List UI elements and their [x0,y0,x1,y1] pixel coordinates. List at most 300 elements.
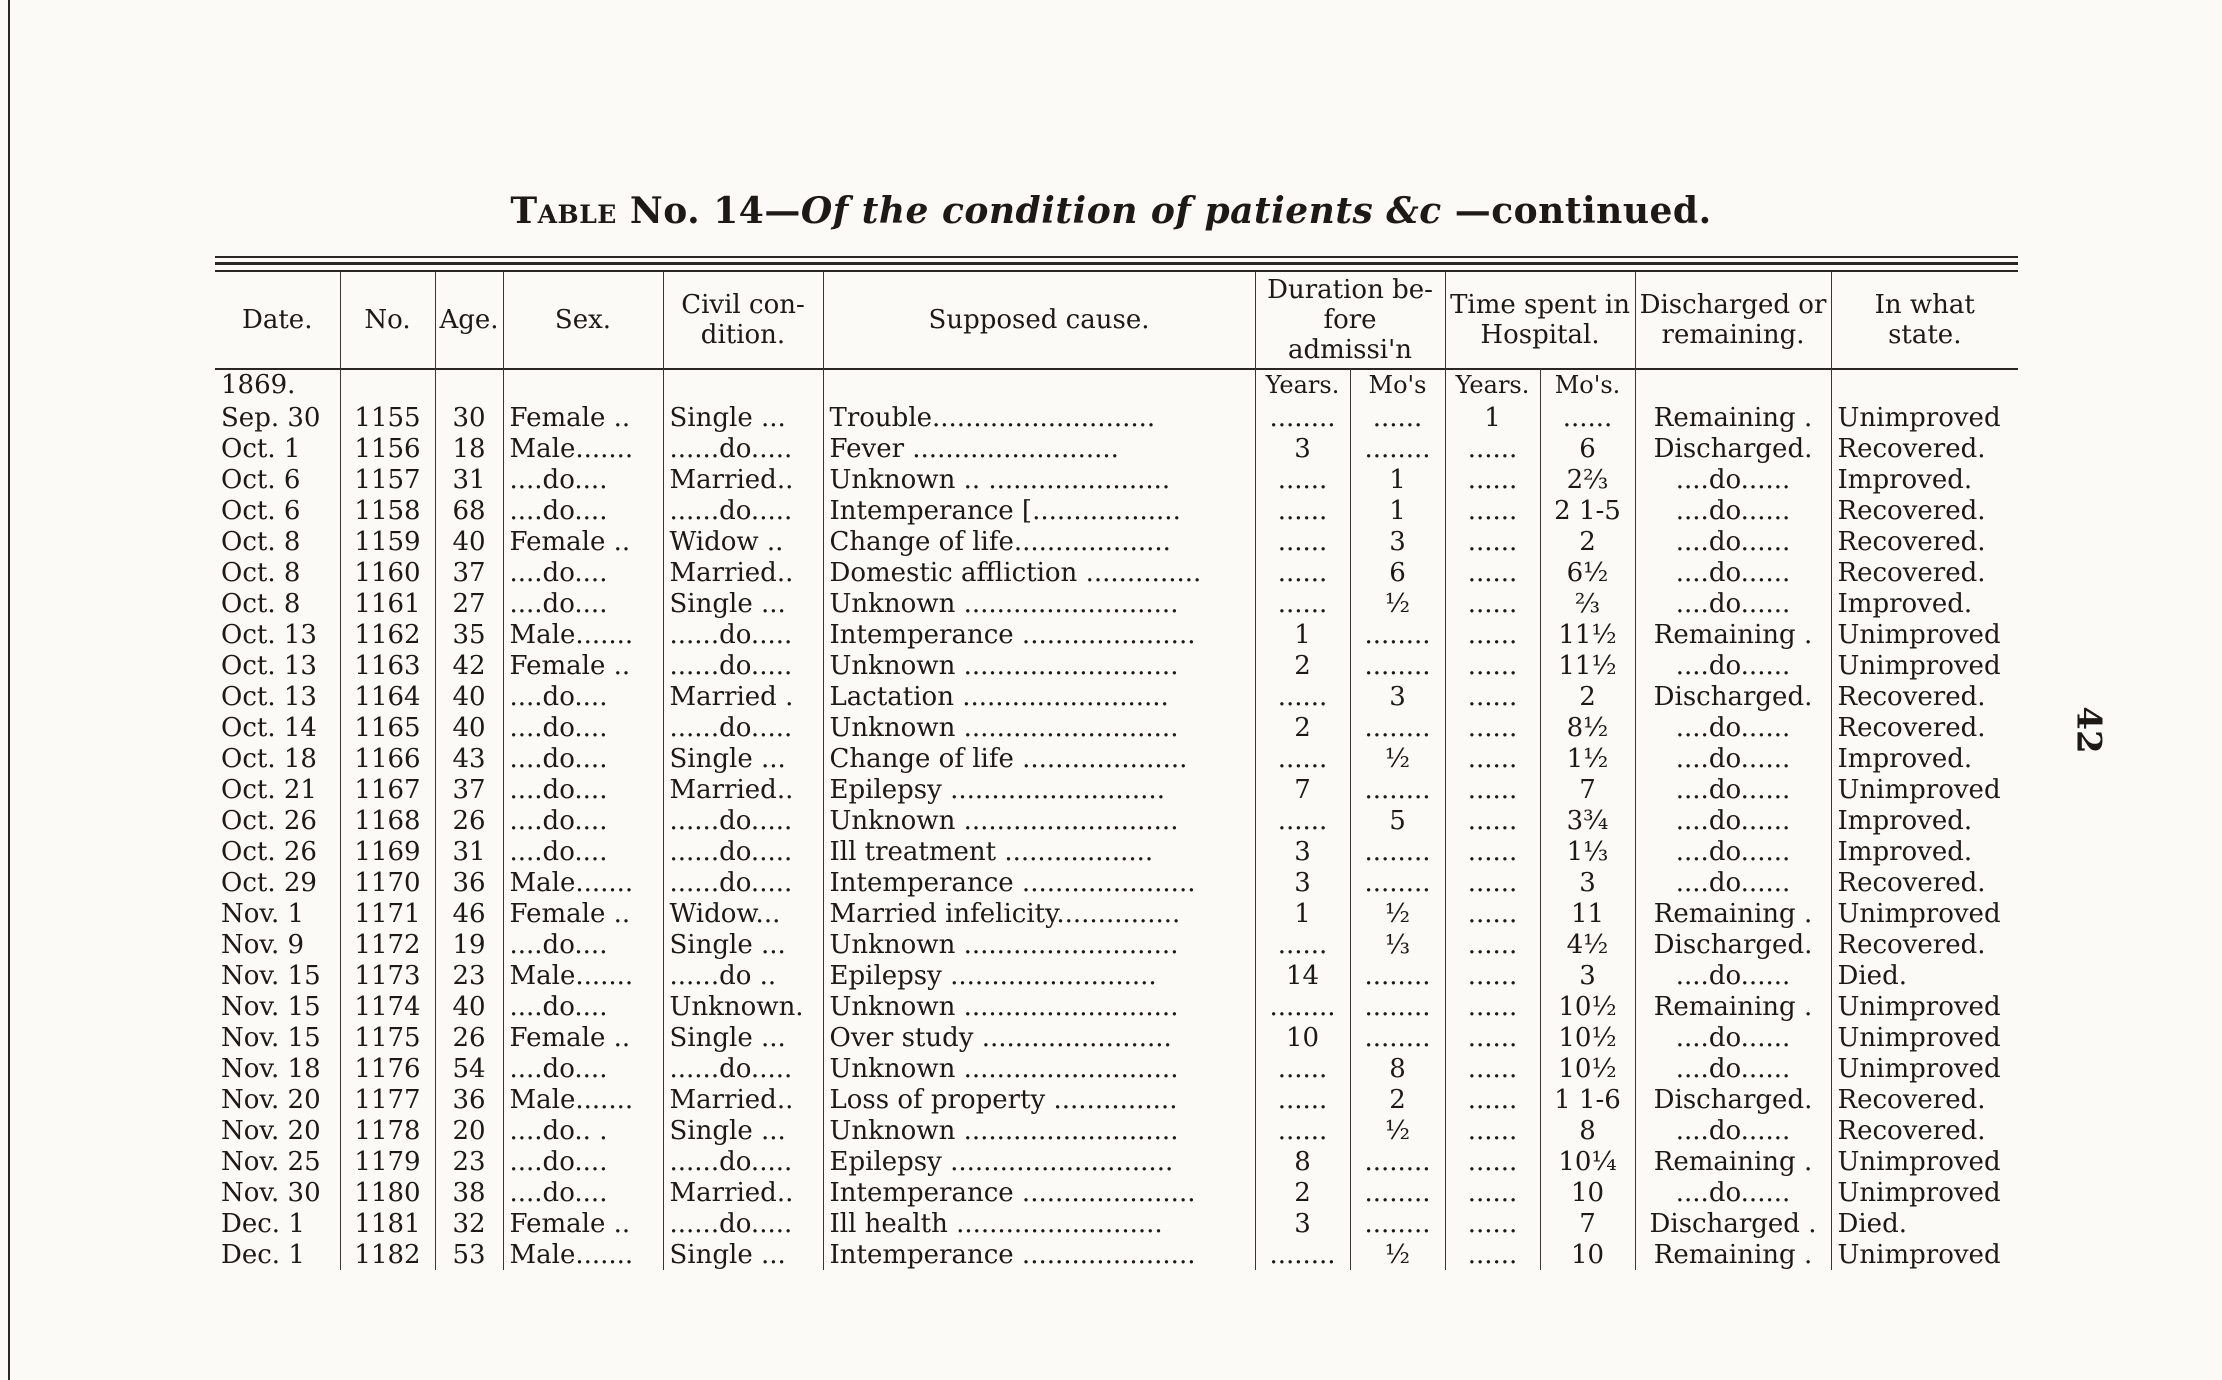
cell-duration-years: 3 [1255,836,1350,867]
cell-hospital-months: 1 1-6 [1540,1084,1635,1115]
cell-date: Oct. 26 [221,805,317,836]
cell-date: Oct. 8 [221,588,301,619]
cell-sex: ....do.... [503,464,663,495]
cell-date: Oct. 14 [221,712,317,743]
cell-discharged: Remaining . [1635,1146,1831,1177]
cell-civil-condition: Single ... [663,929,823,960]
cell-hospital-years: ...... [1445,1053,1540,1084]
cell-sex: Male....... [503,960,663,991]
cell-age: 18 [435,433,503,464]
cell-supposed-cause: Unknown .. ...................... [823,464,1255,495]
cell-no: 1170 [340,867,435,898]
cell-no: 1180 [340,1177,435,1208]
cell-hospital-months: 10½ [1540,1022,1635,1053]
cell-sex: Male....... [503,1239,663,1270]
cell-civil-condition: Single ... [663,588,823,619]
cell-state: Unimproved [1831,774,2018,805]
cell-civil-condition: Widow... [663,898,823,929]
cell-duration-months: ........ [1350,650,1445,681]
cell-hospital-years: ...... [1445,1084,1540,1115]
table-row [215,526,2018,557]
cell-sex: ....do.. . [503,1115,663,1146]
cell-hospital-months: 3 [1540,960,1635,991]
cell-discharged: Discharged. [1635,681,1831,712]
cell-state: Improved. [1831,588,2018,619]
cell-civil-condition: ......do..... [663,867,823,898]
cell-state: Recovered. [1831,526,2018,557]
cell-duration-years: 3 [1255,867,1350,898]
cell-state: Recovered. [1831,433,2018,464]
cell-sex: Female .. [503,1022,663,1053]
cell-duration-months: ½ [1350,898,1445,929]
cell-state: Improved. [1831,743,2018,774]
header-sex: Sex. [503,272,663,368]
cell-supposed-cause: Unknown .......................... [823,1053,1255,1084]
cell-duration-months: ........ [1350,619,1445,650]
table-row [215,650,2018,681]
cell-supposed-cause: Unknown .......................... [823,991,1255,1022]
cell-no: 1163 [340,650,435,681]
table-row [215,712,2018,743]
cell-hospital-months: 6½ [1540,557,1635,588]
cell-date: Oct. 29 [221,867,317,898]
cell-discharged: Discharged. [1635,929,1831,960]
cell-duration-years: ........ [1255,402,1350,433]
cell-hospital-years: 1 [1445,402,1540,433]
cell-duration-years: ...... [1255,495,1350,526]
cell-duration-months: 1 [1350,464,1445,495]
cell-discharged: ....do...... [1635,836,1831,867]
cell-age: 42 [435,650,503,681]
table-row [215,1239,2018,1270]
table-row [215,1208,2018,1239]
cell-no: 1158 [340,495,435,526]
cell-hospital-years: ...... [1445,588,1540,619]
cell-sex: Male....... [503,619,663,650]
cell-hospital-months: 2 1-5 [1540,495,1635,526]
cell-age: 32 [435,1208,503,1239]
table-row [215,743,2018,774]
cell-no: 1155 [340,402,435,433]
cell-discharged: ....do...... [1635,526,1831,557]
cell-hospital-years: ...... [1445,805,1540,836]
cell-date: Oct. 26 [221,836,317,867]
cell-civil-condition: ......do..... [663,1146,823,1177]
cell-no: 1165 [340,712,435,743]
cell-discharged: ....do...... [1635,1177,1831,1208]
table-row [215,1084,2018,1115]
cell-hospital-months: 1⅓ [1540,836,1635,867]
cell-state: Died. [1831,960,2018,991]
page-number: 42 [2068,706,2109,754]
cell-supposed-cause: Change of life................... [823,526,1255,557]
cell-discharged: ....do...... [1635,1053,1831,1084]
cell-civil-condition: Single ... [663,743,823,774]
cell-hospital-years: ...... [1445,433,1540,464]
cell-sex: ....do.... [503,836,663,867]
cell-duration-months: 5 [1350,805,1445,836]
cell-hospital-years: ...... [1445,619,1540,650]
cell-age: 23 [435,960,503,991]
cell-age: 40 [435,991,503,1022]
cell-hospital-years: ...... [1445,1208,1540,1239]
cell-hospital-years: ...... [1445,867,1540,898]
cell-civil-condition: ......do..... [663,712,823,743]
cell-duration-years: 1 [1255,898,1350,929]
cell-civil-condition: Unknown. [663,991,823,1022]
header-age: Age. [435,272,503,368]
table-row [215,1053,2018,1084]
cell-age: 19 [435,929,503,960]
cell-date: Oct. 6 [221,464,301,495]
table-row [215,991,2018,1022]
header-discharged: Discharged or remaining. [1635,272,1831,368]
cell-discharged: Discharged. [1635,1084,1831,1115]
cell-discharged: ....do...... [1635,464,1831,495]
cell-sex: Male....... [503,433,663,464]
cell-age: 68 [435,495,503,526]
cell-hospital-years: ...... [1445,991,1540,1022]
cell-no: 1177 [340,1084,435,1115]
cell-date: Oct. 13 [221,681,317,712]
cell-date: Oct. 6 [221,495,301,526]
cell-hospital-months: 1½ [1540,743,1635,774]
table-row [215,867,2018,898]
header-civil-condition: Civil con-dition. [663,272,823,368]
cell-duration-months: ½ [1350,588,1445,619]
cell-no: 1175 [340,1022,435,1053]
cell-no: 1174 [340,991,435,1022]
cell-duration-years: ...... [1255,557,1350,588]
year-row [215,368,2018,402]
cell-no: 1179 [340,1146,435,1177]
cell-supposed-cause: Ill health ......................... [823,1208,1255,1239]
cell-no: 1166 [340,743,435,774]
cell-duration-months: ........ [1350,433,1445,464]
patients-table [215,272,2018,1270]
cell-hospital-years: ...... [1445,1022,1540,1053]
cell-date: Nov. 20 [221,1115,321,1146]
cell-age: 20 [435,1115,503,1146]
cell-hospital-months: 2⅔ [1540,464,1635,495]
cell-duration-years: 7 [1255,774,1350,805]
cell-hospital-months: 8 [1540,1115,1635,1146]
cell-discharged: ....do...... [1635,743,1831,774]
cell-date: Nov. 25 [221,1146,321,1177]
cell-no: 1181 [340,1208,435,1239]
cell-sex: ....do.... [503,712,663,743]
cell-hospital-months: 10 [1540,1239,1635,1270]
cell-no: 1182 [340,1239,435,1270]
cell-hospital-years: ...... [1445,526,1540,557]
cell-discharged: ....do...... [1635,867,1831,898]
top-rule-thick [215,262,2018,265]
cell-date: Dec. 1 [221,1239,305,1270]
cell-duration-months: ½ [1350,743,1445,774]
cell-hospital-months: 3¾ [1540,805,1635,836]
cell-duration-months: 3 [1350,526,1445,557]
cell-duration-years: ...... [1255,1115,1350,1146]
cell-supposed-cause: Change of life .................... [823,743,1255,774]
cell-sex: ....do.... [503,929,663,960]
cell-discharged: ....do...... [1635,588,1831,619]
cell-state: Recovered. [1831,681,2018,712]
cell-age: 46 [435,898,503,929]
cell-duration-years: ...... [1255,526,1350,557]
subheader-months-duration: Mo's [1350,368,1445,402]
cell-hospital-years: ...... [1445,650,1540,681]
header-duration: Duration be-fore admissi'n [1255,272,1445,368]
cell-state: Died. [1831,1208,2018,1239]
cell-age: 31 [435,836,503,867]
cell-state: Recovered. [1831,495,2018,526]
cell-state: Unimproved [1831,402,2018,433]
cell-duration-years: ........ [1255,1239,1350,1270]
cell-duration-years: ...... [1255,805,1350,836]
cell-age: 43 [435,743,503,774]
cell-supposed-cause: Unknown .......................... [823,929,1255,960]
cell-duration-years: 10 [1255,1022,1350,1053]
cell-duration-months: 1 [1350,495,1445,526]
cell-hospital-years: ...... [1445,960,1540,991]
cell-duration-years: ...... [1255,588,1350,619]
cell-hospital-years: ...... [1445,681,1540,712]
cell-age: 26 [435,805,503,836]
cell-hospital-months: 7 [1540,1208,1635,1239]
cell-sex: ....do.... [503,681,663,712]
cell-no: 1173 [340,960,435,991]
cell-age: 40 [435,526,503,557]
cell-civil-condition: Married.. [663,1177,823,1208]
table-row [215,836,2018,867]
cell-age: 40 [435,712,503,743]
cell-age: 31 [435,464,503,495]
cell-duration-years: 2 [1255,1177,1350,1208]
cell-date: Nov. 1 [221,898,305,929]
cell-duration-years: 3 [1255,433,1350,464]
table-row [215,929,2018,960]
cell-date: Oct. 18 [221,743,317,774]
cell-discharged: Remaining . [1635,402,1831,433]
cell-hospital-years: ...... [1445,774,1540,805]
cell-date: Nov. 20 [221,1084,321,1115]
cell-date: Oct. 13 [221,619,317,650]
cell-duration-months: ........ [1350,960,1445,991]
cell-sex: Female .. [503,898,663,929]
cell-supposed-cause: Unknown .......................... [823,712,1255,743]
cell-hospital-years: ...... [1445,1146,1540,1177]
title-lead: Table [510,190,617,232]
cell-age: 30 [435,402,503,433]
cell-state: Recovered. [1831,867,2018,898]
year-label: 1869. [221,370,296,400]
cell-state: Unimproved [1831,650,2018,681]
cell-supposed-cause: Unknown .......................... [823,588,1255,619]
cell-civil-condition: ......do .. [663,960,823,991]
cell-duration-months: ........ [1350,836,1445,867]
cell-civil-condition: Married.. [663,557,823,588]
cell-duration-years: ........ [1255,991,1350,1022]
cell-duration-months: ........ [1350,712,1445,743]
cell-hospital-months: 8½ [1540,712,1635,743]
cell-sex: ....do.... [503,495,663,526]
cell-supposed-cause: Fever ......................... [823,433,1255,464]
cell-hospital-years: ...... [1445,1239,1540,1270]
cell-hospital-months: 2 [1540,681,1635,712]
cell-date: Nov. 15 [221,960,321,991]
cell-supposed-cause: Over study ....................... [823,1022,1255,1053]
cell-date: Nov. 15 [221,991,321,1022]
cell-discharged: ....do...... [1635,495,1831,526]
cell-civil-condition: ......do..... [663,433,823,464]
cell-date: Sep. 30 [221,402,321,433]
cell-hospital-years: ...... [1445,929,1540,960]
cell-hospital-years: ...... [1445,495,1540,526]
cell-duration-months: ½ [1350,1239,1445,1270]
cell-state: Recovered. [1831,929,2018,960]
cell-age: 36 [435,867,503,898]
cell-date: Nov. 9 [221,929,305,960]
cell-duration-years: ...... [1255,1084,1350,1115]
cell-discharged: ....do...... [1635,1115,1831,1146]
cell-civil-condition: Single ... [663,1022,823,1053]
cell-state: Improved. [1831,836,2018,867]
cell-discharged: ....do...... [1635,774,1831,805]
cell-date: Nov. 18 [221,1053,321,1084]
header-time-spent: Time spent in Hospital. [1445,272,1635,368]
cell-age: 35 [435,619,503,650]
cell-sex: ....do.... [503,588,663,619]
cell-duration-months: 8 [1350,1053,1445,1084]
header-supposed-cause: Supposed cause. [823,272,1255,368]
cell-supposed-cause: Unknown .......................... [823,1115,1255,1146]
cell-discharged: ....do...... [1635,1022,1831,1053]
cell-discharged: ....do...... [1635,650,1831,681]
cell-duration-months: 6 [1350,557,1445,588]
cell-hospital-years: ...... [1445,743,1540,774]
cell-no: 1156 [340,433,435,464]
cell-civil-condition: ......do..... [663,650,823,681]
cell-duration-years: ...... [1255,929,1350,960]
cell-state: Unimproved [1831,1022,2018,1053]
cell-discharged: Remaining . [1635,898,1831,929]
table-row [215,557,2018,588]
cell-age: 27 [435,588,503,619]
table-row [215,1115,2018,1146]
cell-age: 40 [435,681,503,712]
table-row [215,960,2018,991]
cell-sex: Female .. [503,1208,663,1239]
cell-no: 1162 [340,619,435,650]
cell-hospital-months: 2 [1540,526,1635,557]
cell-hospital-years: ...... [1445,557,1540,588]
cell-duration-months: ........ [1350,1177,1445,1208]
cell-supposed-cause: Domestic affliction .............. [823,557,1255,588]
cell-no: 1164 [340,681,435,712]
table-row [215,774,2018,805]
cell-supposed-cause: Intemperance ..................... [823,1239,1255,1270]
cell-supposed-cause: Lactation ......................... [823,681,1255,712]
cell-sex: Female .. [503,650,663,681]
cell-sex: ....do.... [503,1146,663,1177]
table-row [215,1177,2018,1208]
cell-civil-condition: Single ... [663,402,823,433]
cell-civil-condition: ......do..... [663,836,823,867]
table-row [215,402,2018,433]
cell-age: 36 [435,1084,503,1115]
cell-sex: ....do.... [503,1053,663,1084]
cell-civil-condition: ......do..... [663,1208,823,1239]
cell-date: Nov. 30 [221,1177,321,1208]
cell-no: 1172 [340,929,435,960]
cell-no: 1159 [340,526,435,557]
cell-duration-years: 3 [1255,1208,1350,1239]
cell-sex: ....do.... [503,774,663,805]
table-row [215,805,2018,836]
cell-duration-years: ...... [1255,1053,1350,1084]
cell-supposed-cause: Married infelicity............... [823,898,1255,929]
cell-duration-years: ...... [1255,681,1350,712]
cell-date: Oct. 8 [221,557,301,588]
cell-supposed-cause: Epilepsy ........................... [823,1146,1255,1177]
title-italic: Of the condition of patients &c [800,190,1442,232]
table-row [215,619,2018,650]
cell-no: 1160 [340,557,435,588]
cell-hospital-months: 11½ [1540,619,1635,650]
cell-supposed-cause: Intemperance [.................. [823,495,1255,526]
header-date: Date. [242,305,313,335]
cell-hospital-months: 6 [1540,433,1635,464]
cell-hospital-years: ...... [1445,1115,1540,1146]
cell-duration-years: 14 [1255,960,1350,991]
cell-discharged: ....do...... [1635,712,1831,743]
cell-sex: Male....... [503,867,663,898]
cell-hospital-months: 7 [1540,774,1635,805]
cell-sex: ....do.... [503,1177,663,1208]
cell-discharged: ....do...... [1635,557,1831,588]
cell-civil-condition: Widow .. [663,526,823,557]
cell-supposed-cause: Unknown .......................... [823,805,1255,836]
cell-civil-condition: ......do..... [663,619,823,650]
cell-state: Recovered. [1831,1084,2018,1115]
cell-duration-months: ........ [1350,1022,1445,1053]
cell-age: 53 [435,1239,503,1270]
cell-duration-years: 1 [1255,619,1350,650]
cell-duration-months: ........ [1350,1208,1445,1239]
cell-civil-condition: ......do..... [663,1053,823,1084]
cell-duration-years: 2 [1255,712,1350,743]
cell-duration-years: ...... [1255,743,1350,774]
cell-age: 54 [435,1053,503,1084]
cell-supposed-cause: Unknown .......................... [823,650,1255,681]
cell-date: Nov. 15 [221,1022,321,1053]
cell-date: Dec. 1 [221,1208,305,1239]
table-row [215,495,2018,526]
cell-sex: ....do.... [503,557,663,588]
cell-civil-condition: Single ... [663,1115,823,1146]
cell-sex: ....do.... [503,991,663,1022]
cell-supposed-cause: Ill treatment .................. [823,836,1255,867]
cell-civil-condition: Married.. [663,464,823,495]
title-tail: —continued. [1454,190,1712,232]
cell-hospital-months: 10 [1540,1177,1635,1208]
table-row [215,681,2018,712]
cell-hospital-months: 3 [1540,867,1635,898]
cell-duration-years: 8 [1255,1146,1350,1177]
cell-discharged: Remaining . [1635,1239,1831,1270]
cell-age: 26 [435,1022,503,1053]
cell-duration-months: ½ [1350,1115,1445,1146]
